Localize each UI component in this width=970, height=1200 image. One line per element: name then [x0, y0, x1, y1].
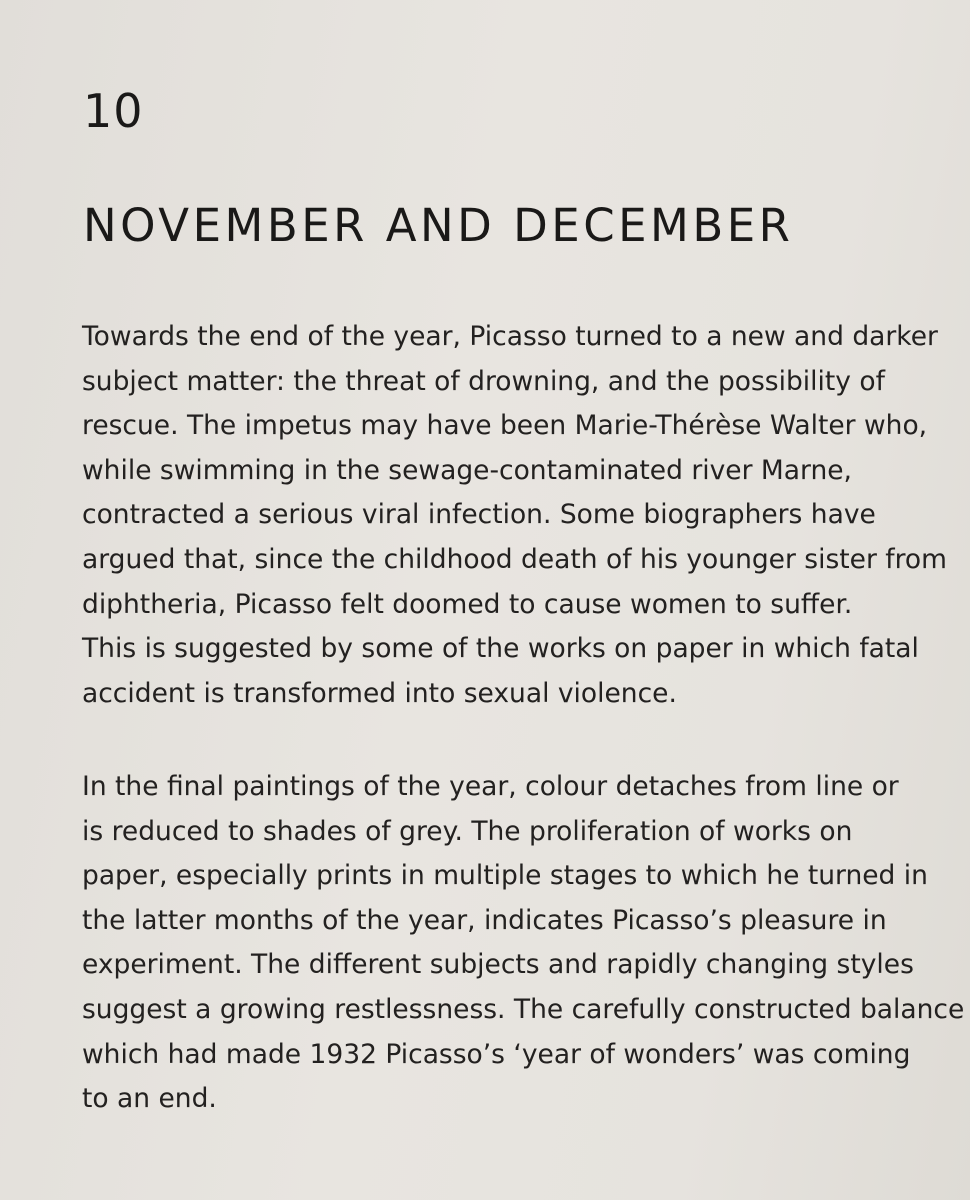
paragraph-2	[82, 765, 964, 1122]
paragraph-line: diphtheria, Picasso felt doomed to cause women to suffer.	[82, 588, 853, 620]
paragraph-line: argued that, since the childhood death of his younger sister from	[82, 543, 947, 575]
paragraph-line: rescue. The impetus may have been Marie-Thérèse Walter who,	[82, 410, 928, 442]
paragraph-line: while swimming in the sewage-contaminated river Marne,	[82, 454, 852, 486]
paragraph-line: suggest a growing restlessness. The carefully constructed balance	[82, 993, 965, 1025]
paragraph-line: accident is transformed into sexual violence.	[82, 677, 677, 709]
paragraph-line: the latter months of the year, indicates Picasso’s pleasure in	[82, 904, 887, 936]
paragraph-1	[82, 315, 947, 716]
paragraph-line: Towards the end of the year, Picasso turned to a new and darker	[82, 321, 938, 352]
paragraph-line: This is suggested by some of the works on paper in which fatal	[82, 633, 919, 665]
section-number: 10	[83, 84, 144, 138]
paragraph-line: experiment. The different subjects and rapidly changing styles	[82, 949, 914, 981]
paragraph-line: to an end.	[82, 1083, 217, 1115]
section-title: NOVEMBER AND DECEMBER	[83, 199, 794, 252]
paragraph-line: is reduced to shades of grey. The proliferation of works on	[82, 815, 853, 847]
paragraph-line: which had made 1932 Picasso’s ‘year of wonders’ was coming	[82, 1038, 911, 1070]
paragraph-line: subject matter: the threat of drowning, and the possibility of	[82, 365, 885, 397]
paragraph-line: In the final paintings of the year, colour detaches from line or	[82, 771, 899, 802]
paragraph-line: contracted a serious viral infection. Some biographers have	[82, 499, 876, 531]
paragraph-line: paper, especially prints in multiple stages to which he turned in	[82, 860, 928, 892]
